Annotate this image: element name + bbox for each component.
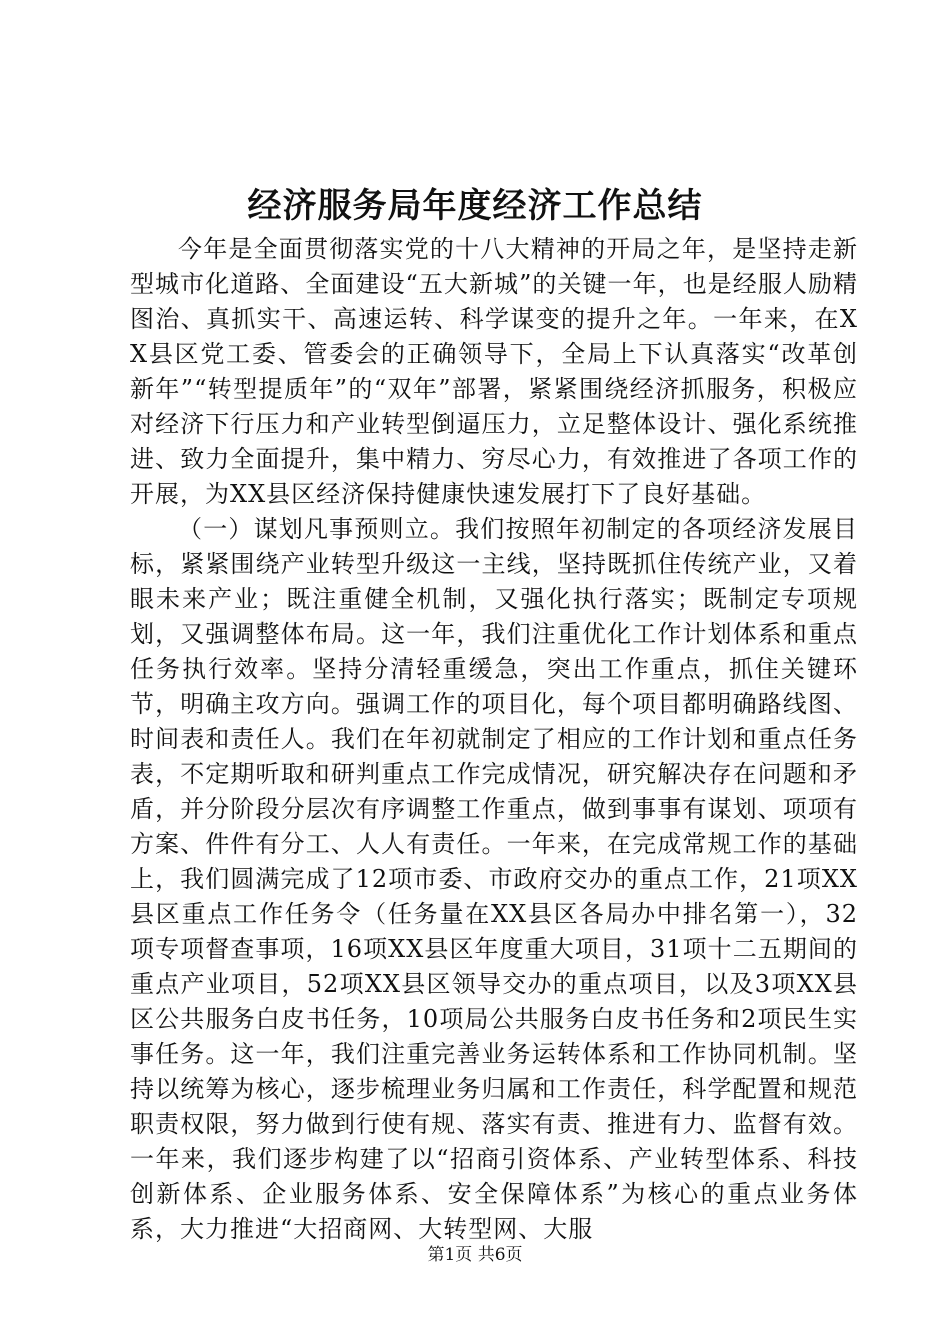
document-body (130, 232, 858, 1247)
paragraph: （一）谋划凡事预则立。我们按照年初制定的各项经济发展目标，紧紧围绕产业转型升级这一主线，坚持既抓住传统产业，又着眼未来产业；既注重健全机制，又强化执行落实；既制定专项规划，又强调整体布局。这一年，我们注重优化工作计划体系和重点任务执行效率。坚持分清轻重缓急，突出工作重点，抓住关键环节，明确主攻方向。强调工作的项目化，每个项目都明确路线图、时间表和责任人。我们在年初就制定了相应的工作计划和重点任务表，不定期听取和研判重点工作完成情况，研究解决存在问题和矛盾，并分阶段分层次有序调整工作重点，做到事事有谋划、项项有方案、件件有分工、人人有责任。一年来，在完成常规工作的基础上，我们圆满完成了12项市委、市政府交办的重点工作，21项XX县区重点工作任务令（任务量在XX县区各局办中排名第一），32项专项督查事项，16项XX县区年度重大项目，31项十二五期间的重点产业项目，52项XX县区领导交办的重点项目，以及3项XX县区公共服务白皮书任务，10项局公共服务白皮书任务和2项民生实事任务。这一年，我们注重完善业务运转体系和工作协同机制。坚持以统筹为核心，逐步梳理业务归属和工作责任，科学配置和规范职责权限，努力做到行使有规、落实有责、推进有力、监督有效。一年来，我们逐步构建了以“招商引资体系、产业转型体系、科技创新体系、企业服务体系、安全保障体系”为核心的重点业务体系，大力推进“大招商网、大转型网、大服 (130, 515, 858, 1243)
document-title: 经济服务局年度经济工作总结 (247, 186, 703, 226)
page-number-footer: 第1页 共6页 (427, 1245, 523, 1265)
paragraph: 今年是全面贯彻落实党的十八大精神的开局之年，是坚持走新型城市化道路、全面建设“五大新城”的关键一年，也是经服人励精图治、真抓实干、高速运转、科学谋变的提升之年。一年来，在XX县区党工委、管委会的正确领导下，全局上下认真落实“改革创新年”“转型提质年”的“双年”部署，紧紧围绕经济抓服务，积极应对经济下行压力和产业转型倒逼压力，立足整体设计、强化系统推进、致力全面提升，集中精力、穷尽心力，有效推进了各项工作的开展，为XX县区经济保持健康快速发展打下了良好基础。 (130, 235, 858, 508)
